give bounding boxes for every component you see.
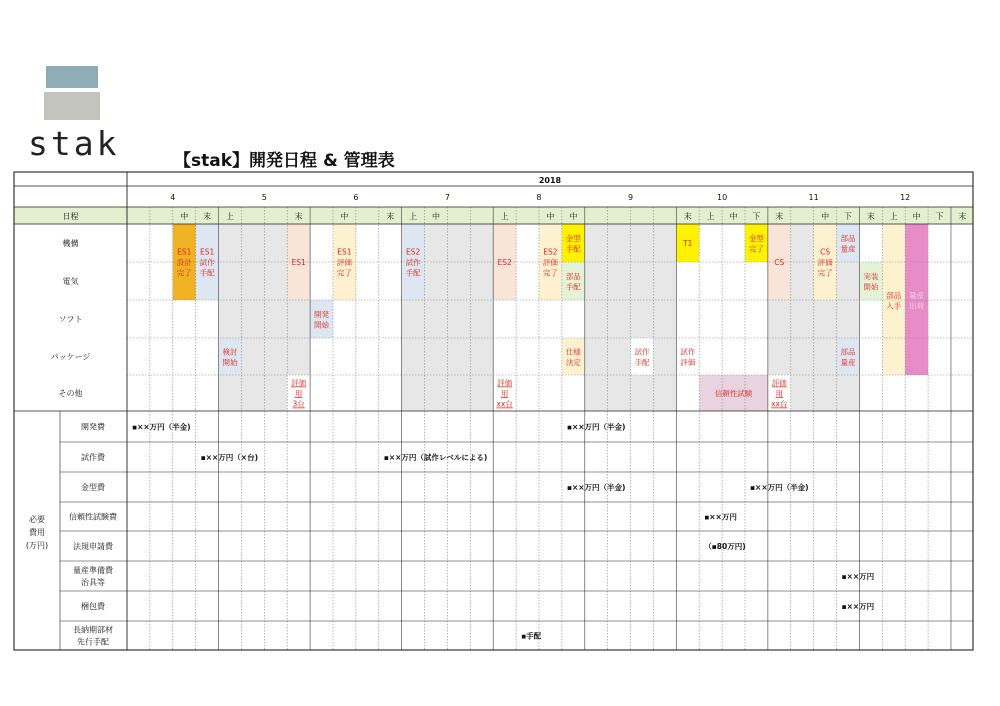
phase-cell: 下 [843,212,852,221]
task-box [562,262,585,300]
phase-cell: 中 [546,212,555,221]
task-label: 開始 [314,320,330,330]
phase-cell: 中 [821,212,830,221]
month-label: 10 [716,193,728,202]
task-label: 金型 [565,233,581,243]
cost-group-label: 必要 [29,515,45,524]
task-box [676,338,699,375]
task-label: 完了 [542,268,558,278]
task-label: 評価 [771,378,787,388]
month-label: 12 [900,193,911,202]
task-label: 手配 [565,244,581,254]
cost-row-label: 試作費 [81,453,105,462]
task-box [310,300,333,338]
phase-cell: 末 [683,212,692,221]
cost-note: ▪××万円（×台) [200,453,259,462]
phase-cell: 中 [340,212,349,221]
task-box [837,338,860,375]
month-label: 9 [627,193,634,202]
phase-cell: 上 [225,212,234,221]
phase-cell: 末 [203,212,212,221]
task-label: ES1 [177,247,192,257]
task-label: 信頼性試験 [714,389,753,398]
cost-row-label: 梱包費 [81,602,105,611]
phase-cell: 末 [775,212,784,221]
task-label: 仕様 [565,347,581,357]
task-label: ES1 [291,258,306,267]
phase-cell: 中 [431,212,440,221]
task-label: ES1 [337,247,352,257]
task-label: 手配 [405,268,421,278]
task-label: xx台 [771,399,788,409]
phase-cell: 中 [729,212,738,221]
cost-note: ▪××万円 [841,602,875,611]
task-label: 部品 [840,233,856,243]
task-label: 3台 [292,399,305,409]
task-label: 手配 [199,268,215,278]
phase-cell: 中 [569,212,578,221]
month-label: 8 [536,193,542,202]
phase-cell: 中 [912,212,921,221]
cost-row-label: 法規申請費 [73,542,113,551]
month-label: 4 [170,193,176,202]
month-label: 7 [444,193,450,202]
task-label: ES2 [543,247,558,257]
task-box [859,262,882,300]
phase-cell: 末 [294,212,303,221]
task-label: 出荷 [909,301,925,311]
phase-cell: 上 [409,212,418,221]
task-label: ES2 [497,258,512,267]
phase-cell: 末 [386,212,395,221]
cost-note: （▪80万円) [704,542,746,551]
task-label: 量産 [909,291,925,300]
cost-note: ▪××万円（試作レベルによる) [383,453,488,462]
phase-cell: 上 [706,212,715,221]
task-label: 量産 [840,357,856,367]
task-label: 設計 [176,258,192,267]
phase-cell: 末 [958,212,967,221]
cost-row-label: 開発費 [81,422,105,432]
task-box [219,338,242,375]
cost-row-label: 金型費 [81,483,105,492]
task-label: 検討 [222,347,238,357]
cost-row-label: 治具等 [81,578,105,587]
task-label: 完了 [748,244,764,254]
task-label: 手配 [565,282,581,292]
task-label: CS [774,258,785,267]
task-label: 金型 [748,233,764,243]
task-label: 完了 [176,268,192,278]
phase-cell: 上 [500,212,509,221]
task-box [562,338,585,375]
phase-cell: 下 [752,212,761,221]
month-label: 6 [353,193,359,202]
phase-cell: 下 [935,212,944,221]
task-label: T1 [683,239,693,248]
schedule-row-label: 電気 [62,277,79,286]
task-label: 用 [775,389,784,398]
task-label: 決定 [565,357,581,367]
task-label: 部品 [565,271,581,281]
task-label: 評価 [680,357,696,367]
task-label: 用 [294,389,303,398]
task-label: 試作 [199,258,215,267]
month-label: 5 [261,193,267,202]
task-label: ES1 [199,247,215,257]
phase-cell: 上 [889,212,898,221]
task-label: 部品 [840,347,856,357]
cost-note: ▪××万円（半金) [749,483,809,492]
task-label: 開始 [863,282,879,292]
cost-note: ▪手配 [521,631,542,641]
task-label: 量産 [840,244,856,254]
cost-row-label: 長納期部材 [73,625,113,635]
logo-wordmark: stak [28,124,120,163]
task-label: 評価 [336,258,352,267]
cost-group-label: 費用 [29,528,45,537]
cost-note: ▪××万円 [841,572,875,581]
task-label: 完了 [336,268,352,278]
phase-row-label: 日程 [62,212,79,221]
task-box [837,224,860,262]
schedule-row-label: その他 [58,389,83,398]
task-label: 試作 [405,258,421,267]
task-label: 試作 [634,347,650,357]
task-label: 開発 [314,309,330,319]
task-label: 完了 [817,268,833,278]
phase-cell: 中 [180,212,189,221]
task-label: 評価 [291,378,307,388]
cost-note: ▪××万円（半金) [132,422,191,432]
cost-note: ▪××万円（半金) [566,422,626,432]
cost-row-label: 量産準備費 [73,566,113,575]
cost-note: ▪××万円（半金) [566,483,626,492]
task-label: 試作 [680,347,696,357]
task-label: 評価 [497,378,513,388]
task-label: xx台 [496,399,513,409]
task-box [745,224,768,262]
month-label: 11 [808,193,819,202]
task-label: 評価 [817,258,833,267]
year-label: 2018 [538,176,562,185]
schedule-row-label: パッケージ [50,352,91,362]
schedule-row-label: 機構 [62,239,79,248]
cost-note: ▪××万円 [704,512,737,522]
phase-cell: 末 [866,212,875,221]
cost-row-label: 先行手配 [77,637,109,647]
cost-row-label: 信頼性試験費 [69,512,117,522]
task-label: 評価 [542,258,558,267]
task-box [562,224,585,262]
page-title: 【stak】開発日程 & 管理表 [174,151,395,171]
cost-group-label: (万円) [25,541,49,550]
task-label: 用 [500,389,509,398]
task-label: 手配 [634,357,650,367]
schedule-row-label: ソフト [58,315,83,324]
task-label: CS [820,247,831,257]
task-label: ES2 [405,247,421,257]
task-label: 実装 [863,271,879,281]
task-label: 部品 [886,291,902,300]
task-box [631,338,654,375]
task-label: 開始 [222,357,238,367]
task-label: 入手 [886,301,902,311]
